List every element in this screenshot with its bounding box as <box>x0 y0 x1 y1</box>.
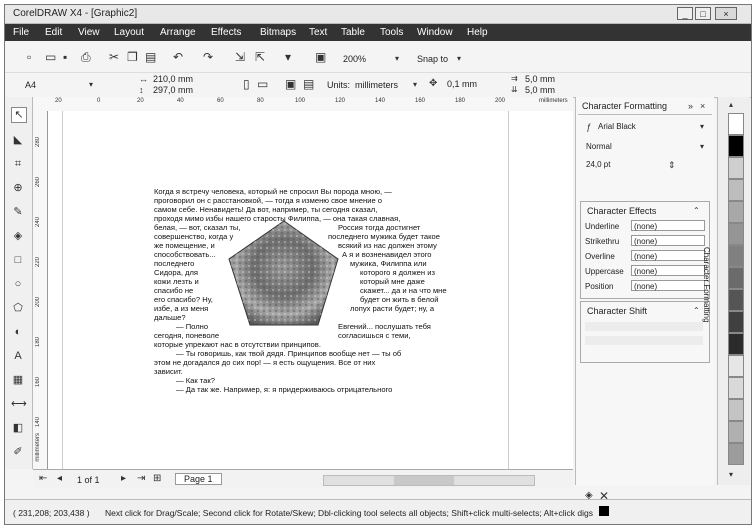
property-bar <box>5 73 751 98</box>
color-swatch[interactable] <box>728 289 744 311</box>
text-line-right: Россия тогда достигнет <box>338 223 421 232</box>
vertical-ruler <box>33 111 48 469</box>
h-tick: 120 <box>335 98 346 104</box>
menu-view[interactable]: View <box>78 27 100 38</box>
text-line: последнего <box>154 259 195 268</box>
status-bar <box>5 489 751 525</box>
character-formatting-docker <box>575 97 714 485</box>
color-swatch[interactable] <box>728 179 744 201</box>
menu-arrange[interactable]: Arrange <box>160 27 196 38</box>
current-page-icon[interactable]: ▤ <box>303 77 315 91</box>
color-swatch[interactable] <box>728 223 744 245</box>
text-line-right: мужика, Филиппа или <box>350 259 427 268</box>
maximize-button[interactable]: □ <box>695 7 711 20</box>
strikethru-select[interactable]: (none) <box>631 235 705 246</box>
palette-scroll-up-icon[interactable]: ▴ <box>729 100 734 109</box>
v-tick: 260 <box>35 177 41 188</box>
page-position: 1 of 1 <box>77 475 100 485</box>
text-line-right: последнего мужика будет такое <box>328 232 440 241</box>
style-dropdown-icon[interactable]: ▾ <box>700 142 705 151</box>
h-tick: 160 <box>415 98 426 104</box>
text-line: же помещение, и <box>154 241 215 250</box>
character-effects-group <box>580 201 710 299</box>
h-tick: 40 <box>177 98 184 104</box>
font-size-field[interactable]: 24,0 pt <box>586 160 611 169</box>
shift-title: Character Shift <box>587 306 648 316</box>
title-bar <box>5 5 751 24</box>
overline-label: Overline <box>585 252 615 261</box>
polygon-tool-icon[interactable]: ⬠ <box>13 302 23 314</box>
h-tick: 0 <box>97 98 101 104</box>
text-tool-icon[interactable]: A <box>14 350 22 362</box>
text-line-right: будет он жить в белой <box>360 295 439 304</box>
shape-tool-icon[interactable]: ◣ <box>13 134 23 146</box>
color-swatch[interactable] <box>728 355 744 377</box>
landscape-icon[interactable]: ▭ <box>257 77 269 91</box>
menu-edit[interactable]: Edit <box>45 27 63 38</box>
page-width-field[interactable]: 210,0 mm <box>153 74 194 84</box>
text-line: сегодня, поневоле <box>154 331 220 340</box>
dimension-tool-icon[interactable]: ⟷ <box>11 398 27 410</box>
snap-to-button[interactable]: Snap to <box>417 54 449 64</box>
eyedropper-icon[interactable]: ✐ <box>13 446 23 458</box>
page-size-select[interactable]: A4 <box>25 80 37 90</box>
menu-tools[interactable]: Tools <box>380 27 404 38</box>
menu-bitmaps[interactable]: Bitmaps <box>260 27 297 38</box>
menu-bar <box>5 24 751 41</box>
text-line: совершенство, когда у <box>154 232 234 241</box>
outline-color-swatch[interactable] <box>599 506 609 516</box>
copy-icon[interactable]: ❐ <box>127 50 138 64</box>
new-icon[interactable]: ▫ <box>27 50 32 64</box>
text-line: спасибо не <box>154 286 194 295</box>
docker-side-tab[interactable]: Character Formatting <box>702 247 711 323</box>
horizontal-ruler <box>33 97 573 112</box>
v-tick: 160 <box>35 377 41 388</box>
text-line: — Ты говоришь, как твой дядя. Принципов вообще нет — ты об <box>176 349 402 358</box>
v-ruler-unit: millimeters <box>35 433 41 462</box>
h-tick: 140 <box>375 98 386 104</box>
menu-window[interactable]: Window <box>417 27 453 38</box>
last-page-icon[interactable]: ⇥ <box>137 473 146 484</box>
uppercase-select[interactable]: (none) <box>631 265 705 276</box>
h-tick: 180 <box>455 98 466 104</box>
color-palette <box>717 97 750 485</box>
duplicate-x-icon: ⇉ <box>511 74 518 83</box>
interactive-blend-icon[interactable]: ◧ <box>12 422 24 434</box>
v-tick: 220 <box>35 257 41 268</box>
color-swatch[interactable] <box>728 421 744 443</box>
text-line: его спасибо? Ну, <box>154 295 213 304</box>
color-swatch[interactable] <box>728 333 744 355</box>
toolbox <box>5 97 33 469</box>
text-line-right: которого я должен из <box>360 268 435 277</box>
strikethru-label: Strikethru <box>585 237 620 246</box>
color-swatch[interactable] <box>728 201 744 223</box>
color-swatch[interactable] <box>728 377 744 399</box>
horizontal-scrollbar[interactable] <box>323 475 535 486</box>
shift-field[interactable] <box>585 322 703 331</box>
effects-title: Character Effects <box>587 206 657 216</box>
h-ruler-unit: millimeters <box>539 98 568 104</box>
undo-icon[interactable]: ↶ <box>173 50 184 64</box>
menu-effects[interactable]: Effects <box>211 27 242 38</box>
font-select[interactable]: Arial Black <box>598 122 636 131</box>
h-tick: 80 <box>257 98 264 104</box>
nudge-icon: ✥ <box>429 78 438 89</box>
h-tick: 60 <box>217 98 224 104</box>
nudge-field[interactable]: 0,1 mm <box>447 79 478 89</box>
units-dropdown-icon[interactable]: ▾ <box>413 80 418 89</box>
import-icon[interactable]: ⇲ <box>235 50 246 64</box>
rectangle-tool-icon[interactable]: □ <box>14 254 22 266</box>
freehand-tool-icon[interactable]: ✎ <box>13 206 23 218</box>
h-tick: 100 <box>295 98 306 104</box>
text-line: способствовать... <box>154 250 216 259</box>
close-button[interactable]: × <box>715 7 737 20</box>
font-style-select[interactable]: Normal <box>586 142 612 151</box>
v-tick: 140 <box>35 417 41 428</box>
menu-help[interactable]: Help <box>467 27 488 38</box>
color-swatch[interactable] <box>728 267 744 289</box>
width-icon: ↔ <box>139 74 148 84</box>
duplicate-y-icon: ⇊ <box>511 85 518 94</box>
character-shift-group <box>580 301 710 363</box>
page-size-dropdown-icon[interactable]: ▾ <box>89 80 94 89</box>
portrait-icon[interactable]: ▯ <box>243 77 250 91</box>
h-tick: 20 <box>55 98 62 104</box>
text-line-right: согласишься с теми, <box>338 331 411 340</box>
export-icon[interactable]: ⇱ <box>255 50 266 64</box>
size-spin-icon[interactable]: ⇕ <box>668 160 676 170</box>
menu-text[interactable]: Text <box>309 27 328 38</box>
duplicate-y-field[interactable]: 5,0 mm <box>525 85 556 95</box>
position-select[interactable]: (none) <box>631 280 705 291</box>
fill-indicator-icon[interactable]: ◈ <box>585 490 593 501</box>
text-line-right: который мне даже <box>360 277 425 286</box>
docker-divider <box>578 114 712 115</box>
overline-select[interactable]: (none) <box>631 250 705 261</box>
units-select[interactable]: millimeters <box>355 80 399 90</box>
table-tool-icon[interactable]: ▦ <box>12 374 24 386</box>
cut-icon[interactable]: ✂ <box>109 50 120 64</box>
text-line: дальше? <box>154 313 186 322</box>
uppercase-label: Uppercase <box>585 267 624 276</box>
menu-file[interactable]: File <box>13 27 30 38</box>
underline-select[interactable]: (none) <box>631 220 705 231</box>
color-swatch[interactable] <box>728 245 744 267</box>
text-line: избе, а из меня <box>154 304 209 313</box>
ellipse-tool-icon[interactable]: ○ <box>14 278 22 290</box>
color-swatch[interactable] <box>728 113 744 135</box>
color-swatch[interactable] <box>728 157 744 179</box>
basic-shapes-icon[interactable]: ◐ <box>14 326 22 338</box>
text-line: — Да так же. Например, я: я придерживаюсь отрицательного <box>176 385 393 394</box>
text-line: этом не догадался до сих пор! — я есть ощущения. Все от них <box>154 358 376 367</box>
text-line-right: всякий из нас должен этому <box>338 241 437 250</box>
h-tick: 20 <box>137 98 144 104</box>
crop-tool-icon[interactable]: ⌗ <box>14 158 22 170</box>
text-line-right: А я и возненавидел этого <box>342 250 432 259</box>
prev-page-icon[interactable]: ◂ <box>57 473 63 484</box>
page-border-left <box>62 111 63 469</box>
page-tab[interactable]: Page 1 <box>175 473 222 485</box>
next-page-icon[interactable]: ▸ <box>121 473 127 484</box>
text-line: проговорил он с расстановкой, — тогда я изменю свое мнение о <box>154 196 383 205</box>
save-icon[interactable]: ▪ <box>63 50 68 64</box>
h-tick: 200 <box>495 98 506 104</box>
first-page-icon[interactable]: ⇤ <box>39 473 48 484</box>
font-dropdown-icon[interactable]: ▾ <box>700 122 705 131</box>
zoom-dropdown-icon[interactable]: ▾ <box>395 54 400 63</box>
app-window <box>4 4 752 525</box>
text-line: Сидора, для <box>154 268 199 277</box>
font-type-icon: ƒ <box>586 122 592 132</box>
height-icon: ↕ <box>139 85 144 95</box>
duplicate-x-field[interactable]: 5,0 mm <box>525 74 556 84</box>
color-swatch[interactable] <box>728 311 744 333</box>
shift-collapse-icon[interactable]: ⌃ <box>693 306 700 315</box>
cursor-coordinates: ( 231,208; 203,438 ) <box>13 508 90 518</box>
minimize-button[interactable]: _ <box>677 7 693 20</box>
docker-close-icon[interactable]: × <box>700 101 706 111</box>
docker-menu-icon[interactable]: » <box>688 101 694 111</box>
status-hint: Next click for Drag/Scale; Second click for Rotate/Skew; Dbl-clicking tool selects all objects; Shift+click multi-selects; Alt+click digs <box>105 508 593 518</box>
scrollbar-thumb[interactable] <box>394 476 454 485</box>
underline-label: Underline <box>585 222 620 231</box>
text-line-right: скажет... да и на что мне <box>360 286 447 295</box>
open-icon[interactable]: ▭ <box>45 50 57 64</box>
effects-collapse-icon[interactable]: ⌃ <box>693 206 700 215</box>
units-label: Units: <box>327 80 351 90</box>
v-tick: 280 <box>35 137 41 148</box>
text-line-right: лопух расти будет; ну, а <box>350 304 435 313</box>
text-frame[interactable] <box>154 187 454 417</box>
text-line: — Полно <box>176 322 209 331</box>
drawing-canvas[interactable] <box>48 111 573 469</box>
page-border-right <box>508 111 509 469</box>
print-icon[interactable]: ⎙ <box>81 50 91 64</box>
position-label: Position <box>585 282 614 291</box>
add-page-icon[interactable]: ⊞ <box>153 473 162 484</box>
redo-icon[interactable]: ↷ <box>203 50 214 64</box>
shift-field[interactable] <box>585 336 703 345</box>
text-line-right: Евгений... послушать тебя <box>338 322 431 331</box>
menu-table[interactable]: Table <box>341 27 365 38</box>
window-title: CorelDRAW X4 - [Graphic2] <box>13 8 138 19</box>
v-tick: 180 <box>35 337 41 348</box>
no-fill-icon[interactable]: ✕ <box>599 489 610 503</box>
page-navigator <box>33 469 573 488</box>
text-line: зависит. <box>154 367 183 376</box>
color-swatch[interactable] <box>728 135 744 157</box>
text-line: белая, — вот, сказал ты, <box>154 223 241 232</box>
text-line: кожи лезть и <box>154 277 199 286</box>
palette-scroll-down-icon[interactable]: ▾ <box>729 470 734 479</box>
page-height-field[interactable]: 297,0 mm <box>153 85 194 95</box>
smart-fill-icon[interactable]: ◈ <box>13 230 23 242</box>
text-line: Когда я встречу человека, который не спросил Вы порода мною, — <box>154 187 392 196</box>
docker-title: Character Formatting <box>582 101 668 111</box>
text-line: проходя мимо избы нашего старосты Филиппа, — она такая славная, <box>154 214 401 223</box>
paste-icon[interactable]: ▤ <box>145 50 157 64</box>
v-tick: 200 <box>35 297 41 308</box>
zoom-tool-icon[interactable]: ⊕ <box>13 182 23 194</box>
pick-tool-icon[interactable]: ↖ <box>11 107 27 123</box>
text-line: — Как так? <box>176 376 215 385</box>
text-line: которые упрекают нас в отсутствии принципов. <box>154 340 321 349</box>
text-line: самом себе. Ненавидеть! Да вот, например, ты сегодня сказал, <box>154 205 378 214</box>
all-pages-icon[interactable]: ▣ <box>285 77 297 91</box>
v-tick: 240 <box>35 217 41 228</box>
color-swatch[interactable] <box>728 399 744 421</box>
snap-dropdown-icon[interactable]: ▾ <box>457 54 462 63</box>
app-launcher-icon[interactable]: ▾ <box>285 50 292 64</box>
standard-toolbar <box>5 42 751 73</box>
welcome-icon[interactable]: ▣ <box>315 50 327 64</box>
menu-layout[interactable]: Layout <box>114 27 145 38</box>
color-swatch[interactable] <box>728 443 744 465</box>
zoom-level[interactable]: 200% <box>343 54 367 64</box>
